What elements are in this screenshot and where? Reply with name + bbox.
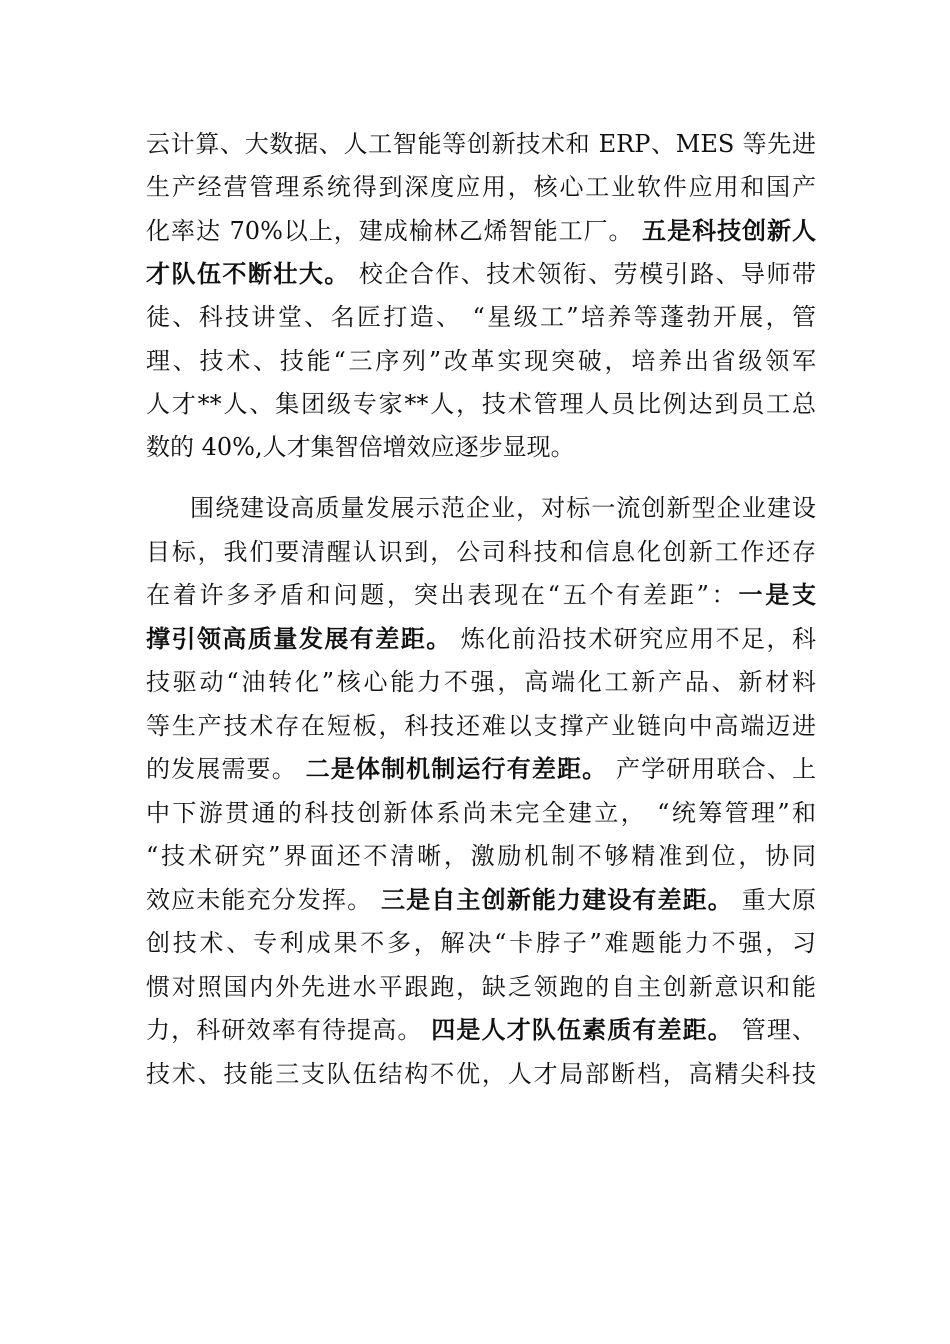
text-line	[146, 532, 816, 572]
text-run: 校企合作、技术领衔、劳模引路、导师带	[349, 259, 816, 288]
text-run: 徒、科技讲堂、名匠打造、 “星级工”培养等蓬勃开展，管	[146, 303, 816, 332]
text-run: 技术、技能三支队伍结构不优，人才局部断档，高精尖科技	[146, 1059, 816, 1088]
text-line	[146, 706, 816, 746]
text-run: 创技术、专利成果不多，解决“卡脖子”难题能力不强，习	[146, 929, 816, 957]
text-run: 惯对照国内外先进水平跟跑，缺乏领跑的自主创新意识和能	[146, 972, 816, 1001]
text-line	[146, 427, 816, 467]
bold-phrase: 三是自主创新能力建设有差距。	[381, 884, 733, 914]
text-line	[146, 297, 816, 337]
text-line	[146, 836, 816, 876]
text-run: 化率达 70%以上，建成榆林乙烯智能工厂。	[146, 216, 643, 245]
text-line	[146, 575, 816, 615]
bold-phrase: 撑引领高质量发展有差距。	[146, 623, 452, 653]
text-line	[146, 384, 816, 424]
text-line	[190, 488, 816, 528]
text-line	[146, 1054, 816, 1094]
text-line	[146, 793, 816, 833]
text-line	[146, 880, 816, 920]
text-run: “技术研究”界面还不清晰，激励机制不够精准到位，协同	[146, 842, 816, 870]
text-line	[146, 254, 816, 294]
text-run: 的发展需要。	[146, 755, 306, 783]
text-line	[146, 167, 816, 207]
text-line	[146, 341, 816, 381]
bold-phrase: 五是科技创新人	[642, 215, 816, 245]
text-line	[146, 749, 816, 789]
text-run: 技驱动“油转化”核心能力不强，高端化工新产品、新材料	[146, 668, 816, 696]
text-line	[146, 662, 816, 702]
text-run: 理、技术、技能“三序列”改革实现突破，培养出省级领军	[146, 346, 816, 375]
text-run: 力，科研效率有待提高。	[146, 1016, 432, 1044]
text-run: 炼化前沿技术研究应用不足，科	[451, 624, 817, 653]
text-run: 等生产技术存在短板，科技还难以支撑产业链向中高端迈进	[146, 711, 816, 740]
text-line	[146, 124, 816, 164]
text-run: 产学研用联合、上	[607, 755, 816, 783]
bold-phrase: 一是支	[738, 580, 816, 609]
text-line	[146, 923, 816, 963]
text-line	[146, 1010, 816, 1050]
text-line	[146, 967, 816, 1007]
text-run: 效应未能充分发挥。	[146, 885, 382, 914]
text-line	[146, 619, 816, 659]
text-run: 中下游贯通的科技创新体系尚未完全建立， “统筹管理”和	[146, 798, 816, 827]
text-run: 云计算、大数据、人工智能等创新技术和 ERP、MES 等先进	[146, 130, 816, 158]
text-run: 生产经营管理系统得到深度应用，核心工业软件应用和国产	[146, 173, 816, 202]
text-run: 数的 40%,人才集智倍增效应逐步显现。	[146, 433, 575, 462]
text-run: 管理、	[732, 1016, 816, 1044]
bold-phrase: 才队伍不断壮大。	[146, 258, 350, 288]
bold-phrase: 二是体制机制运行有差距。	[305, 754, 608, 783]
text-run: 人才**人、集团级专家**人，技术管理人员比例达到员工总	[146, 389, 816, 418]
text-run: 在着许多矛盾和问题，突出表现在“五个有差距”：	[146, 581, 739, 609]
text-run: 目标，我们要清醒认识到，公司科技和信息化创新工作还存	[146, 537, 816, 566]
bold-phrase: 四是人才队伍素质有差距。	[431, 1015, 733, 1044]
text-run: 围绕建设高质量发展示范企业，对标一流创新型企业建设	[190, 494, 816, 522]
text-run: 重大原	[732, 885, 816, 914]
text-line	[146, 211, 816, 251]
